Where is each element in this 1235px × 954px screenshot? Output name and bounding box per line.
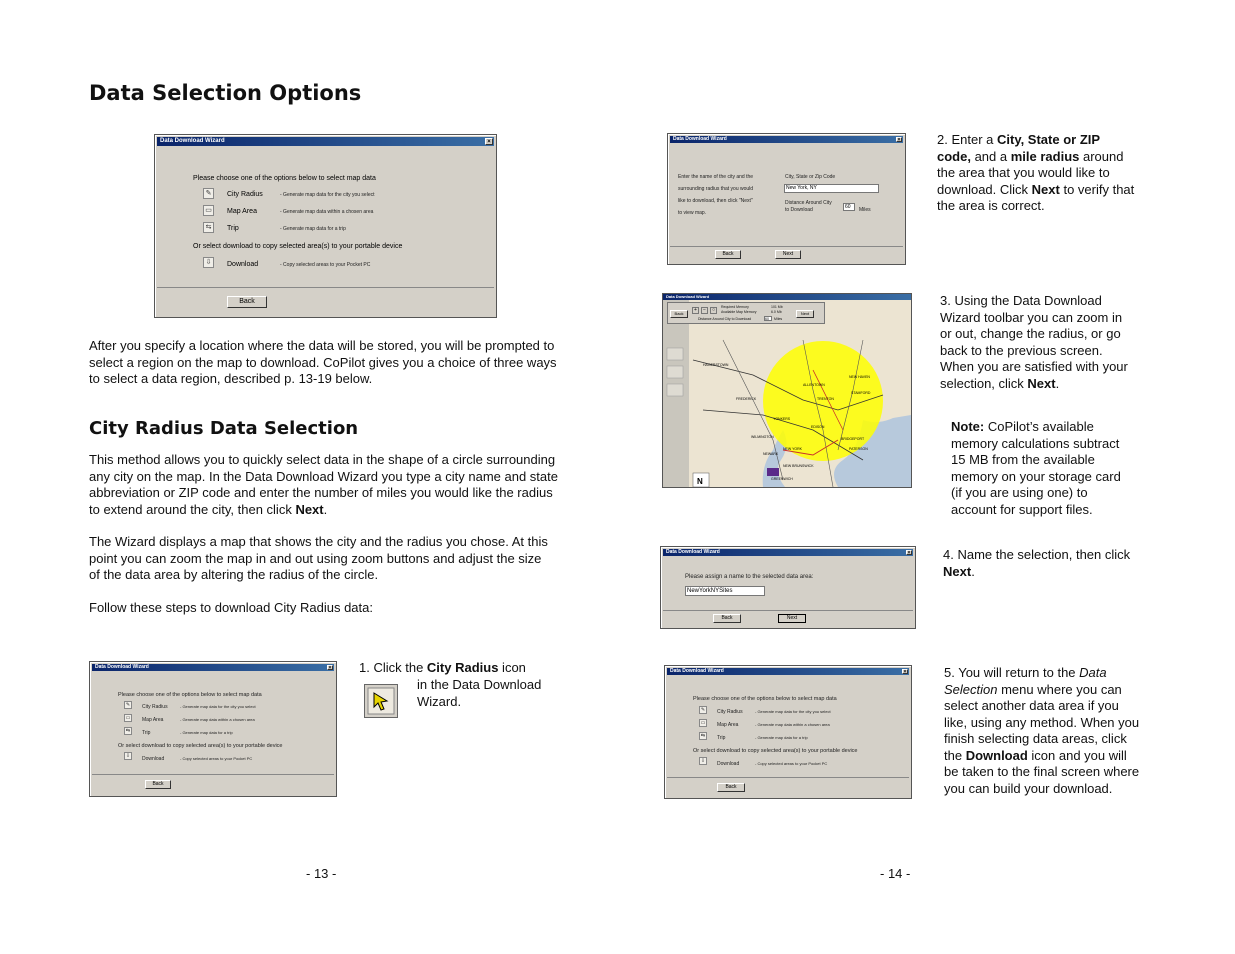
back-button[interactable]: Back [713, 614, 741, 623]
options-dialog-small [89, 661, 337, 797]
city-radius-option[interactable]: City Radius [227, 191, 263, 198]
trip-icon[interactable]: ⇆ [700, 733, 706, 739]
city-radius-icon[interactable]: ✎ [203, 188, 214, 199]
download-desc: - Copy selected areas to your Pocket PC [180, 756, 253, 761]
map-label-hagerstown: HAGERSTOWN [703, 363, 729, 367]
name-input[interactable]: NewYorkNYSites [685, 586, 765, 596]
download-option[interactable]: Download [142, 756, 165, 762]
step3-bold: Next [1027, 375, 1056, 391]
map-label-edison: EDISON [811, 425, 825, 429]
para1-end: . [323, 501, 328, 517]
step5-bold: Download [965, 747, 1028, 763]
city-radius-desc: - Generate map data for the city you select [280, 192, 375, 198]
trip-desc: - Generate map data for a trip [180, 730, 233, 735]
download-prompt: Or select download to copy selected area(s) to your portable device [193, 243, 403, 250]
options-prompt: Please choose one of the options below to select map data [693, 696, 837, 702]
download-icon[interactable]: ⇩ [125, 753, 131, 759]
note-text [951, 419, 1131, 518]
map-label-greenwich: GREENWICH [771, 477, 793, 481]
trip-desc: - Generate map data for a trip [755, 735, 808, 740]
miles-label: Miles [859, 207, 871, 213]
para1-bold: Next [295, 501, 324, 517]
step1-prefix: 1. Click the [359, 660, 427, 675]
map-label-bridgeport: BRIDGEPORT [841, 437, 865, 441]
dialog-title: Data Download Wizard [95, 664, 149, 670]
zoom-out-icon[interactable]: − [701, 307, 708, 314]
step2-bold-radius: mile radius [1010, 148, 1080, 164]
dialog-title: Data Download Wizard [666, 294, 710, 299]
step5-text [944, 665, 1142, 797]
download-option[interactable]: Download [717, 761, 740, 767]
dialog-title: Data Download Wizard [673, 136, 727, 142]
map-label-new-haven: NEW HAVEN [849, 375, 870, 379]
available-memory-label: Available Map Memory [721, 310, 757, 314]
step2-end: to verify that the area is correct. [937, 181, 1135, 213]
city-field-label: City, State or Zip Code [785, 174, 836, 180]
dialog-title: Data Download Wizard [160, 138, 225, 144]
map-label-yonkers: YONKERS [773, 417, 791, 421]
back-button[interactable]: Back [145, 780, 171, 789]
map-area-icon[interactable]: ▭ [700, 720, 706, 726]
trip-option[interactable]: Trip [142, 730, 151, 736]
note-body: CoPilot’s available memory calculations subtract 15 MB from the available memory on your storage card (if you are using one) to account for support files. [951, 419, 1121, 517]
dialog-titlebar [667, 668, 909, 675]
map-dialog [662, 293, 912, 488]
city-instructions-line3: like to download, then click "Next" [678, 198, 753, 204]
close-icon[interactable]: × [903, 669, 907, 675]
map-area-option[interactable]: Map Area [142, 717, 164, 723]
radius-icon[interactable]: ○ [711, 307, 716, 313]
city-radius-large-icon [364, 684, 398, 718]
dialog-titlebar [157, 137, 494, 146]
step3-end: . [1055, 375, 1060, 391]
north-arrow-icon: N [697, 477, 703, 486]
step1-continued: in the Data Download Wizard. [417, 677, 542, 709]
back-button[interactable]: Back [715, 250, 741, 259]
step2-text [937, 132, 1137, 215]
back-button[interactable]: Back [670, 310, 688, 318]
city-radius-option[interactable]: City Radius [717, 709, 743, 715]
city-instructions-line4: to view map. [678, 210, 707, 216]
download-desc: - Copy selected areas to your Pocket PC [280, 262, 371, 268]
step1-bold: City Radius [426, 660, 499, 675]
trip-option[interactable]: Trip [717, 735, 726, 741]
download-icon[interactable]: ⇩ [700, 758, 706, 764]
download-prompt: Or select download to copy selected area(s) to your portable device [693, 748, 858, 754]
map-label-newark: NEWARK [763, 452, 779, 456]
close-icon[interactable]: × [328, 665, 332, 671]
required-memory-value: 101 Mb [771, 305, 783, 309]
dialog-divider [157, 287, 494, 288]
step4-bold: Next [943, 563, 972, 579]
page-title: Data Selection Options [89, 81, 362, 105]
step5-prefix: 5. You will return to the [944, 665, 1080, 680]
city-instructions-line1: Enter the name of the city and the [678, 174, 754, 180]
step1-text [359, 660, 559, 677]
trip-desc: - Generate map data for a trip [280, 226, 346, 232]
close-icon[interactable]: × [897, 137, 901, 143]
back-button[interactable]: Back [717, 783, 745, 792]
distance-value[interactable]: 60 [764, 316, 772, 321]
options-dialog-return [664, 665, 912, 799]
wizard-map-paragraph: The Wizard displays a map that shows the city and the radius you chose. At this point you can zoom the map in and out using zoom buttons and adjust the size of the data area by altering the radius of the circle. [89, 534, 548, 582]
map-label-frederick: FREDERICK [736, 397, 757, 401]
city-entry-dialog [667, 133, 906, 265]
city-radius-icon[interactable]: ✎ [125, 702, 131, 708]
close-icon[interactable]: × [907, 550, 911, 556]
intro-paragraph: After you specify a location where the data will be stored, you will be prompted to select a region on the map to download. CoPilot gives you a choice of three ways to select a data region, described p. 13-19 below. [89, 338, 557, 386]
dialog-titlebar [670, 136, 903, 143]
follow-steps-text: Follow these steps to download City Radius data: [89, 600, 373, 615]
dialog-divider [92, 774, 334, 775]
map-view[interactable] [663, 300, 911, 487]
note-label: Note: [951, 419, 985, 434]
name-selection-dialog [660, 546, 916, 629]
dialog-title: Data Download Wizard [666, 549, 720, 555]
dialog-titlebar [92, 664, 334, 671]
options-prompt: Please choose one of the options below to select map data [118, 692, 262, 698]
map-area-icon[interactable]: ▭ [203, 205, 214, 216]
download-prompt: Or select download to copy selected area(s) to your portable device [118, 743, 283, 749]
distance-label-line2: to Download [785, 207, 813, 213]
options-dialog [154, 134, 497, 318]
miles-label: Miles [774, 317, 783, 321]
step2-bold-city: City, State or ZIP code, [937, 132, 1100, 164]
step5-italic: Data Selection [944, 665, 1107, 697]
map-toolbar [667, 302, 825, 324]
step1-suffix: icon [498, 660, 526, 675]
map-area-option[interactable]: Map Area [227, 208, 257, 215]
para1-text: This method allows you to quickly select data in the shape of a circle surrounding any city on the map. In the Data Download Wizard you type a city name and state abbreviation or ZIP code and enter the number of miles you would like the radius to extend around the city, then click [89, 452, 558, 517]
step2-middle: around the area that you would like to download. Click [937, 148, 1124, 197]
selection-marker [767, 468, 779, 476]
trip-option[interactable]: Trip [227, 225, 239, 232]
next-button[interactable]: Next [775, 250, 801, 259]
city-radius-desc: - Generate map data for the city you select [180, 704, 256, 709]
zoom-in-icon[interactable]: + [692, 307, 699, 314]
map-area-desc: - Generate map data within a chosen area [280, 209, 374, 215]
dialog-title: Data Download Wizard [670, 668, 724, 674]
map-label-new-york: NEW YORK [783, 447, 802, 451]
step2-and: and a [970, 148, 1011, 164]
distance-input[interactable]: 60 [843, 203, 855, 211]
map-label-new-brunswick: NEW BRUNSWICK [783, 464, 814, 468]
city-radius-option[interactable]: City Radius [142, 704, 168, 710]
step3-body: 3. Using the Data Download Wizard toolbar you can zoom in or out, change the radius, or go back to the previous screen. When you are satisfied with your selection, click [940, 293, 1128, 391]
map-label-paterson: PATERSON [849, 447, 868, 451]
page-number-right: - 14 - [880, 866, 911, 881]
step4-end: . [971, 563, 975, 579]
map-area-desc: - Generate map data within a chosen area [180, 717, 255, 722]
section-heading: City Radius Data Selection [89, 418, 359, 439]
step3-text [940, 293, 1132, 392]
city-radius-desc: - Generate map data for the city you select [755, 709, 831, 714]
map-label-stamford: STAMFORD [851, 391, 871, 395]
step5-end: icon and you will be taken to the final screen where you can build your download. [944, 747, 1140, 796]
page-number-left: - 13 - [306, 866, 337, 881]
trip-icon[interactable]: ⇆ [125, 728, 131, 734]
dialog-divider [667, 777, 909, 778]
dialog-divider [663, 610, 913, 611]
city-input[interactable]: New York, NY [784, 184, 879, 193]
map-area-desc: - Generate map data within a chosen area [755, 722, 830, 727]
dialog-divider [670, 246, 903, 247]
map-label-wilmington: WILMINGTON [751, 435, 774, 439]
required-memory-label: Required Memory [721, 305, 749, 309]
map-label-trenton: TRENTON [817, 397, 834, 401]
distance-label: Distance Around City to Download [698, 317, 752, 321]
back-button[interactable]: Back [227, 296, 267, 308]
close-icon[interactable]: × [485, 138, 493, 145]
available-memory-value: 6.0 Mb [771, 310, 782, 314]
map-area-option[interactable]: Map Area [717, 722, 739, 728]
distance-label-line1: Distance Around City [785, 200, 832, 206]
step2-bold-next: Next [1031, 181, 1060, 197]
name-prompt: Please assign a name to the selected data area: [685, 574, 814, 580]
map-label-allentown: ALLENTOWN [803, 383, 825, 387]
map-area-icon[interactable]: ▭ [125, 715, 131, 721]
step4-body: 4. Name the selection, then click [943, 547, 1131, 562]
download-option[interactable]: Download [227, 261, 259, 268]
trip-icon[interactable]: ⇆ [203, 222, 214, 233]
step5-middle: menu where you can select another data area if you like, using any method. When you finish selecting data areas, click the [944, 681, 1140, 763]
city-radius-icon[interactable]: ✎ [700, 707, 706, 713]
cursor-icon [365, 685, 397, 717]
step4-text [943, 547, 1133, 580]
city-radius-paragraph [89, 452, 559, 518]
options-prompt: Please choose one of the options below to select map data [193, 175, 376, 182]
download-icon[interactable]: ⇩ [203, 257, 214, 268]
next-button[interactable]: Next [778, 614, 806, 623]
download-desc: - Copy selected areas to your Pocket PC [755, 761, 828, 766]
step2-prefix: 2. Enter a [937, 132, 997, 147]
next-button[interactable]: Next [796, 310, 814, 318]
dialog-titlebar [663, 549, 913, 556]
city-instructions-line2: surrounding radius that you would [678, 186, 754, 192]
